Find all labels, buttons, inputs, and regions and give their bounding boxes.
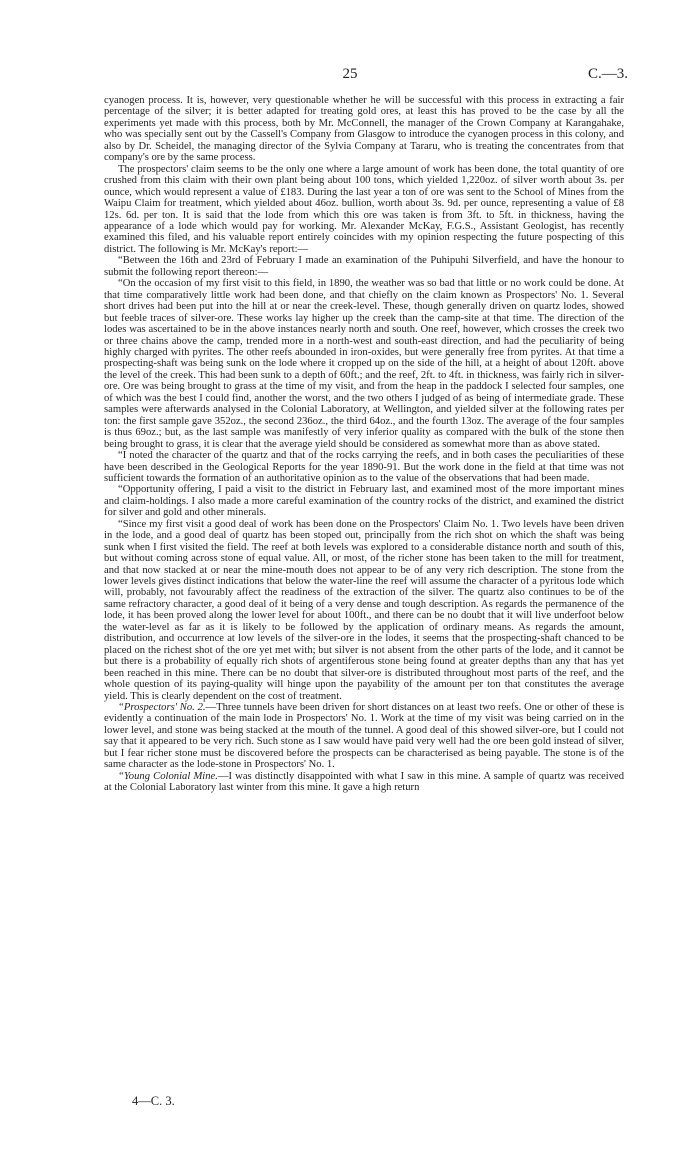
paragraph: “Opportunity offering, I paid a visit to the district in February last, and examined most of the more important mines and claim-holdings. I also made a more careful examination of the country rocks of the district, and examined the district for silver and gold and other minerals.	[104, 484, 624, 519]
paragraph: The prospectors' claim seems to be the only one where a large amount of work has been done, the total quantity of ore crushed from this claim with their own plant being about 100 tons, which yielded 1,220oz. of silver worth about 3s. per ounce, which would represent a value of £183. During the last year a ton of ore was sent to the School of Mines from the Waipu Claim for treatment, which yielded about 46oz. bullion, worth about 3s. 9d. per ounce, representing a value of £8 12s. 6d. per ton. It is said that the lode from which this ore was taken is from 3ft. to 5ft. in thickness, having the appearance of a lode which would pay for working. Mr. Alexander McKay, F.G.S., Assistant Geologist, has recently examined this filed, and his valuable report entirely coincides with my opinion respecting the future pospecting of this district. The following is Mr. McKay's report:—	[104, 163, 624, 255]
paragraph: “On the occasion of my first visit to this field, in 1890, the weather was so bad that little or no work could be done. At that time comparatively little work had been done, and that chiefly on the claim known as Prospectors' No. 1. Several short drives had been put into the hill at or near the creek-level. These, though generally driven on quartz lodes, showed but feeble traces of silver-ore. These works lay higher up the creek than the camp-site at that time. The direction of the lodes was ascertained to be in the above instances nearly north and south. One reef, however, which crosses the creek two or three chains above the camp, trended more in a north-west and south-east direction, and had the peculiarity of being highly charged with pyrites. The other reefs abounded in iron-oxides, but were generally free from pyrites. At that time a prospecting-shaft was being sunk on the lode where it cropped up on the side of the hill, at a height of about 120ft. above the level of the creek. This had been sunk to a depth of 60ft.; and the reef, 2ft. to 4ft. in thickness, was fairly rich in silver-ore. Ore was being brought to grass at the time of my visit, and from the heap in the paddock I selected four samples, one of which was the best I could find, another the worst, and the two others I judged of as being of intermediate grade. These samples were afterwards analysed in the Colonial Laboratory, at Wellington, and yielded silver at the following rates per ton: the first sample gave 352oz., the second 236oz., the third 64oz., and the fourth 13oz. The average of the four samples is thus 69oz.; but, as the last sample was manifestly of very inferior quality as compared with the bulk of the stone then being brought to grass, it is clear that the average yield should be considered as somewhat more than as above stated.	[104, 278, 624, 450]
paragraph: “Since my first visit a good deal of work has been done on the Prospectors' Claim No. 1. Two levels have been driven in the lode, and a good deal of quartz has been stoped out, principally from the rich shot on which the shaft was being sunk when I first visited the field. The reef at both levels was explored to a considerable distance north and south of this, but without coming across stone of equal value. All, or most, of the richer stone has been taken to the mill for treatment, and that now stacked at or near the mine-mouth does not appear to be of any very rich description. The stone from the lower levels gives distinct indications that below the water-line the reef will assume the character of a pyritous lode which will, probably, not favourably affect the readiness of the extraction of the silver. The quartz also continues to be of the same refractory character, a good deal of it being of a very dense and tough description. As regards the permanence of the lode, it has been proved along the lower level for about 100ft., and there can be no doubt that it will live underfoot below the water-level as far as it is likely to be followed by the application of ordinary means. As regards the amount, distribution, and occurrence at low levels of the silver-ore in the lodes, it seems that the prospecting-shaft chanced to be placed on the richest shot of the ore yet met with; but silver is not absent from the other parts of the lode, and it cannot be but there is a probability of equally rich shots of argentiferous stone being found at greater depths than any that has yet been reached in this mine. There can be no doubt that silver-ore is distributed throughout most parts of the reef, and the whole question of its paying-quality will hinge upon the payability of the amount per ton that constitutes the average yield. This is clearly dependent on the cost of treatment.	[104, 518, 624, 702]
paragraph: “Between the 16th and 23rd of February I made an examination of the Puhipuhi Silverfield, and have the honour to submit the following report thereon:—	[104, 255, 624, 278]
paragraph-body: —Three tunnels have been driven for short distances on at least two reefs. One or other of these is evidently a continuation of the main lode in Prospectors' No. 1. Work at the time of my visit was being carried on in the lower level, and stone was being stacked at the mouth of the tunnel. A good deal of this showed silver-ore, but I could not say that it appeared to be very rich. Such stone as I saw would have paid very well had the ore been gold instead of silver, but I fear richer stone must be discovered before the prospects can be characterised as being payable. The stone is of the same character as the lode-stone in Prospectors' No. 1.	[104, 702, 624, 771]
section-reference: C.—3.	[587, 66, 628, 82]
paragraph-lead: “Young Colonial Mine.	[118, 770, 218, 782]
signature-mark: 4—C. 3.	[132, 1094, 175, 1108]
paragraph	[104, 771, 624, 794]
paragraph	[104, 702, 624, 771]
paragraph-body: —I was distinctly disappointed with what I saw in this mine. A sample of quartz was received at the Colonial Laboratory last winter from this mine. It gave a high return	[104, 770, 624, 794]
page-number: 25	[342, 66, 358, 82]
paragraph-lead: “Prospectors' No. 2.	[118, 702, 206, 714]
body-text	[104, 95, 624, 794]
paragraph: cyanogen process. It is, however, very questionable whether he will be successful with this process in extracting a fair percentage of the silver; it is better adapted for treating gold ores, at least this has proved to be the case by all the experiments yet made with this process, both by Mr. McConnell, the manager of the Crown Company at Karangahake, who was specially sent out by the Cassell's Company from Glasgow to introduce the cyanogen process in this colony, and also by Dr. Scheidel, the managing director of the Sylvia Company at Tararu, who is treating the concentrates from that company's ore by the same process.	[104, 95, 624, 164]
paragraph: “I noted the character of the quartz and that of the rocks carrying the reefs, and in both cases the peculiarities of these have been described in the Geological Reports for the year 1890-91. But the work done in the field at that time was not sufficient towards the formation of an authoritative opinion as to the value of the observations that had been made.	[104, 450, 624, 484]
